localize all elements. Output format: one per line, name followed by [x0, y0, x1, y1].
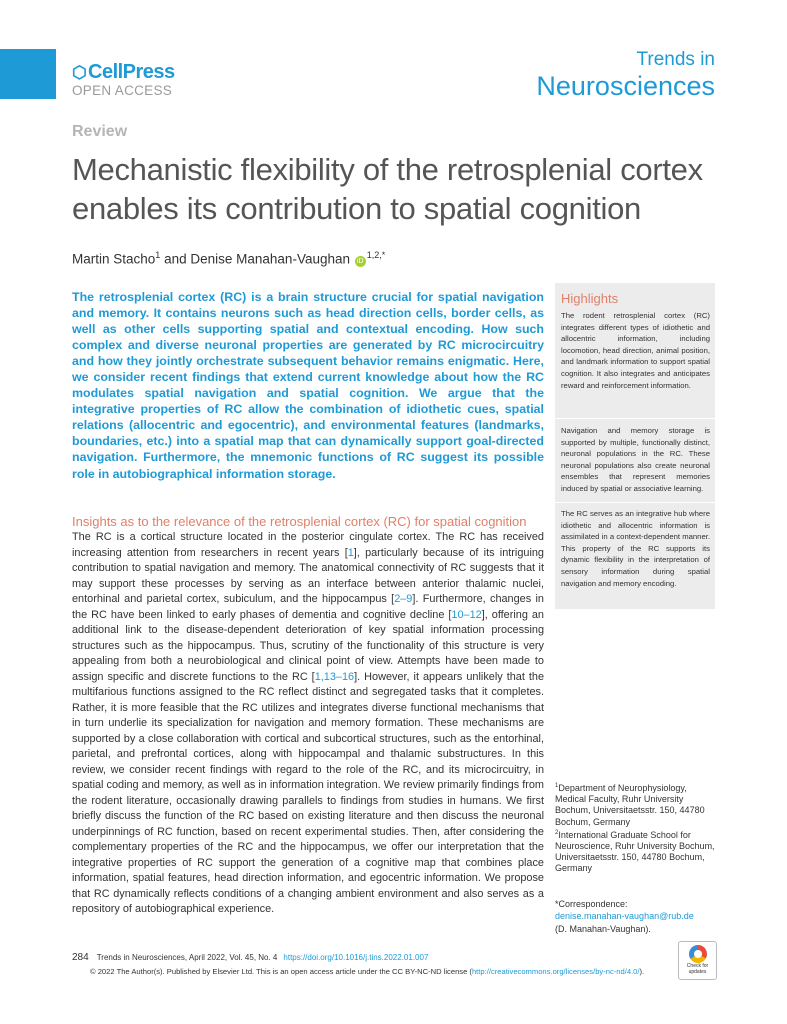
publisher-name: CellPress [88, 61, 175, 83]
author-conjunction: and [164, 251, 187, 267]
body-text-segment: ], offering an additional link to the disease-dependent deterioration of key spatial information processing structures such as the hippocampus. Thus, scrutiny of the functionality of this structure is very appealing from both a neurobiological and clinical point of view. Attempts have been made to assign specific and discrete functions to the RC [ [72, 608, 544, 683]
author-name[interactable]: Denise Manahan-Vaughan [190, 251, 350, 267]
body-paragraph [72, 530, 544, 918]
check-for-updates-line1: Check for [686, 963, 709, 969]
author-list [72, 250, 385, 267]
abstract: The retrosplenial cortex (RC) is a brain structure crucial for spatial navigation and memory. It contains neurons such as head direction cells, border cells, as well as other cells supporting spatial and contextual encoding. How such complex and diverse neuronal properties are generated by RC microcircuitry and how they jointly orchestrate subsequent behavior remains enigmatic. Here, we consider recent findings that extend current knowledge about how the RC modulates spatial navigation and spatial cognition. We argue that the integrative properties of RC allow the combination of idiothetic cues, spatial relations (allocentric and egocentric), and environmental features (landmarks, boundaries, etc.) into a spatial map that can dynamically support goal-directed navigation. Furthermore, the mnemonic functions of RC suggest its possible role in autobiographical information storage. [72, 290, 544, 481]
doi-link[interactable]: https://doi.org/10.1016/j.tins.2022.01.007 [283, 953, 429, 962]
affiliation-text: International Graduate School for Neuroscience, Ruhr University Bochum, Universitaetsstr. 150, 44780 Bochum, Germany [555, 829, 715, 874]
affiliations [555, 781, 715, 875]
check-for-updates-icon [689, 945, 707, 963]
author-name[interactable]: Martin Stacho [72, 251, 156, 267]
highlight-item: Navigation and memory storage is supported by multiple, functionally distinct, neuronal populations in the RC. These neuronal populations also create neuronal ensembles that represent memories induced by spatial or associative learning. [561, 426, 710, 493]
citation-link[interactable]: 1 [347, 546, 354, 559]
journal-citation: Trends in Neurosciences, April 2022, Vol. 45, No. 4 [96, 953, 278, 962]
body-text-segment: ]. Furthermore, changes in the RC have been linked to early phases of dementia and cognitive decline [ [72, 593, 544, 621]
citation-link[interactable]: 2–9 [394, 593, 413, 605]
correspondence-label: *Correspondence: [555, 899, 628, 909]
affiliation-mark: 1 [555, 783, 559, 789]
citation-link[interactable]: 10–12 [451, 608, 482, 621]
correspondence [555, 898, 720, 935]
check-for-updates-button[interactable] [678, 941, 717, 980]
author-affiliation-mark: 1 [155, 250, 161, 260]
copyright-text: © 2022 The Author(s). Published by Elsevier Ltd. This is an open access article under the CC BY-NC-ND license ( [90, 967, 472, 976]
affiliation-text: Department of Neurophysiology, Medical Faculty, Ruhr University Bochum, Universitaetsstr. 150, 44780 Bochum, Germany [555, 783, 705, 827]
check-for-updates-label [679, 964, 716, 975]
journal-title-line2: Neurosciences [536, 71, 715, 101]
cellpress-logo[interactable] [72, 62, 175, 98]
page-number: 284 [72, 952, 89, 963]
copyright-line [90, 967, 644, 976]
copyright-text-end: ). [639, 967, 645, 976]
article-title: Mechanistic flexibility of the retrosplenial cortex enables its contribution to spatial cognition [72, 152, 703, 226]
highlight-item: The RC serves as an integrative hub where idiothetic and allocentric information is assimilated in a context-dependent manner. This property of the RC supports its dynamic flexibility in the interpretation of sensory information during spatial navigation and memory encoding. [561, 509, 710, 588]
highlights-title: Highlights [561, 291, 619, 306]
open-access-label: OPEN ACCESS [72, 83, 173, 98]
header-accent-bar [0, 49, 56, 99]
check-for-updates-line2: updates [688, 968, 707, 975]
author-affiliation-mark: 1,2,* [366, 250, 386, 260]
highlight-divider [555, 418, 715, 419]
license-link[interactable]: http://creativecommons.org/licenses/by-nc-nd/4.0/ [471, 967, 640, 976]
section-heading: Insights as to the relevance of the retrosplenial cortex (RC) for spatial cognition [72, 514, 527, 529]
affiliation-mark: 2 [555, 829, 559, 836]
affiliation-item [555, 781, 715, 828]
cellpress-mark-icon: ⬡ [72, 63, 87, 82]
highlight-item: The rodent retrosplenial cortex (RC) integrates different types of idiothetic and allocentric information, including locomotion, head direction, animal position, and landmark information to support spatial cognition. It also integrates and anticipates reward and reinforcement information. [561, 311, 710, 390]
body-text-segment: The RC is a cortical structure located in the posterior cingulate cortex. The RC has received increasing attention from researchers in recent years [ [72, 531, 544, 559]
article-type: Review [72, 123, 128, 140]
orcid-icon[interactable]: iD [355, 256, 366, 267]
journal-title [536, 49, 715, 101]
body-text-segment: ], particularly because of its intriguing contribution to spatial navigation and memory. The anatomical connectivity of RC suggests that it may support these processes by serving as an interface between anterior thalamic nuclei, entorhinal and parietal cortex, subiculum, and the hippocampus [ [72, 546, 544, 605]
highlight-divider [555, 502, 715, 503]
correspondence-email[interactable]: denise.manahan-vaughan@rub.de [555, 911, 694, 922]
footer-citation [72, 952, 428, 963]
body-text-segment: ]. However, it appears unlikely that the multifarious functions assigned to the RC reflect distinct and segregated tasks that it completes. Rather, it is more feasible that the RC utilizes and integrates diverse functional mechanisms that in turn underlie its specialization for navigation and memory formation. These mechanisms are supported by a close collaboration with cortical and subcortical structures, such as the entorhinal, parietal, and prefrontal cortices, along with hippocampal and thalamic substructures. In this review, we consider recent findings with regard to the role of the RC, and its microcircuitry, in spatial coding and memory, as well as in information integration. We review primarily findings from the rodent literature, occasionally drawing parallels to findings from studies in humans. We first briefly discuss the function of the RC based on existing literature and then discuss the neuronal underpinnings of RC function, based on recent experimental studies. Then, after considering the complementary properties of the RC and the hippocampus, we offer our interpretation that the integrative properties of RC support the generation of a cognitive map that combines place information, spatial features, head direction information, and egocentric information. We propose that RC dynamically reflects conditions of a changing ambient environment and also serves as a repository of autobiographical experience. [72, 670, 545, 915]
journal-title-line1: Trends in [636, 49, 715, 70]
affiliation-item [555, 828, 715, 875]
correspondence-name: (D. Manahan-Vaughan). [555, 923, 651, 934]
citation-link[interactable]: 1,13–16 [314, 670, 355, 683]
